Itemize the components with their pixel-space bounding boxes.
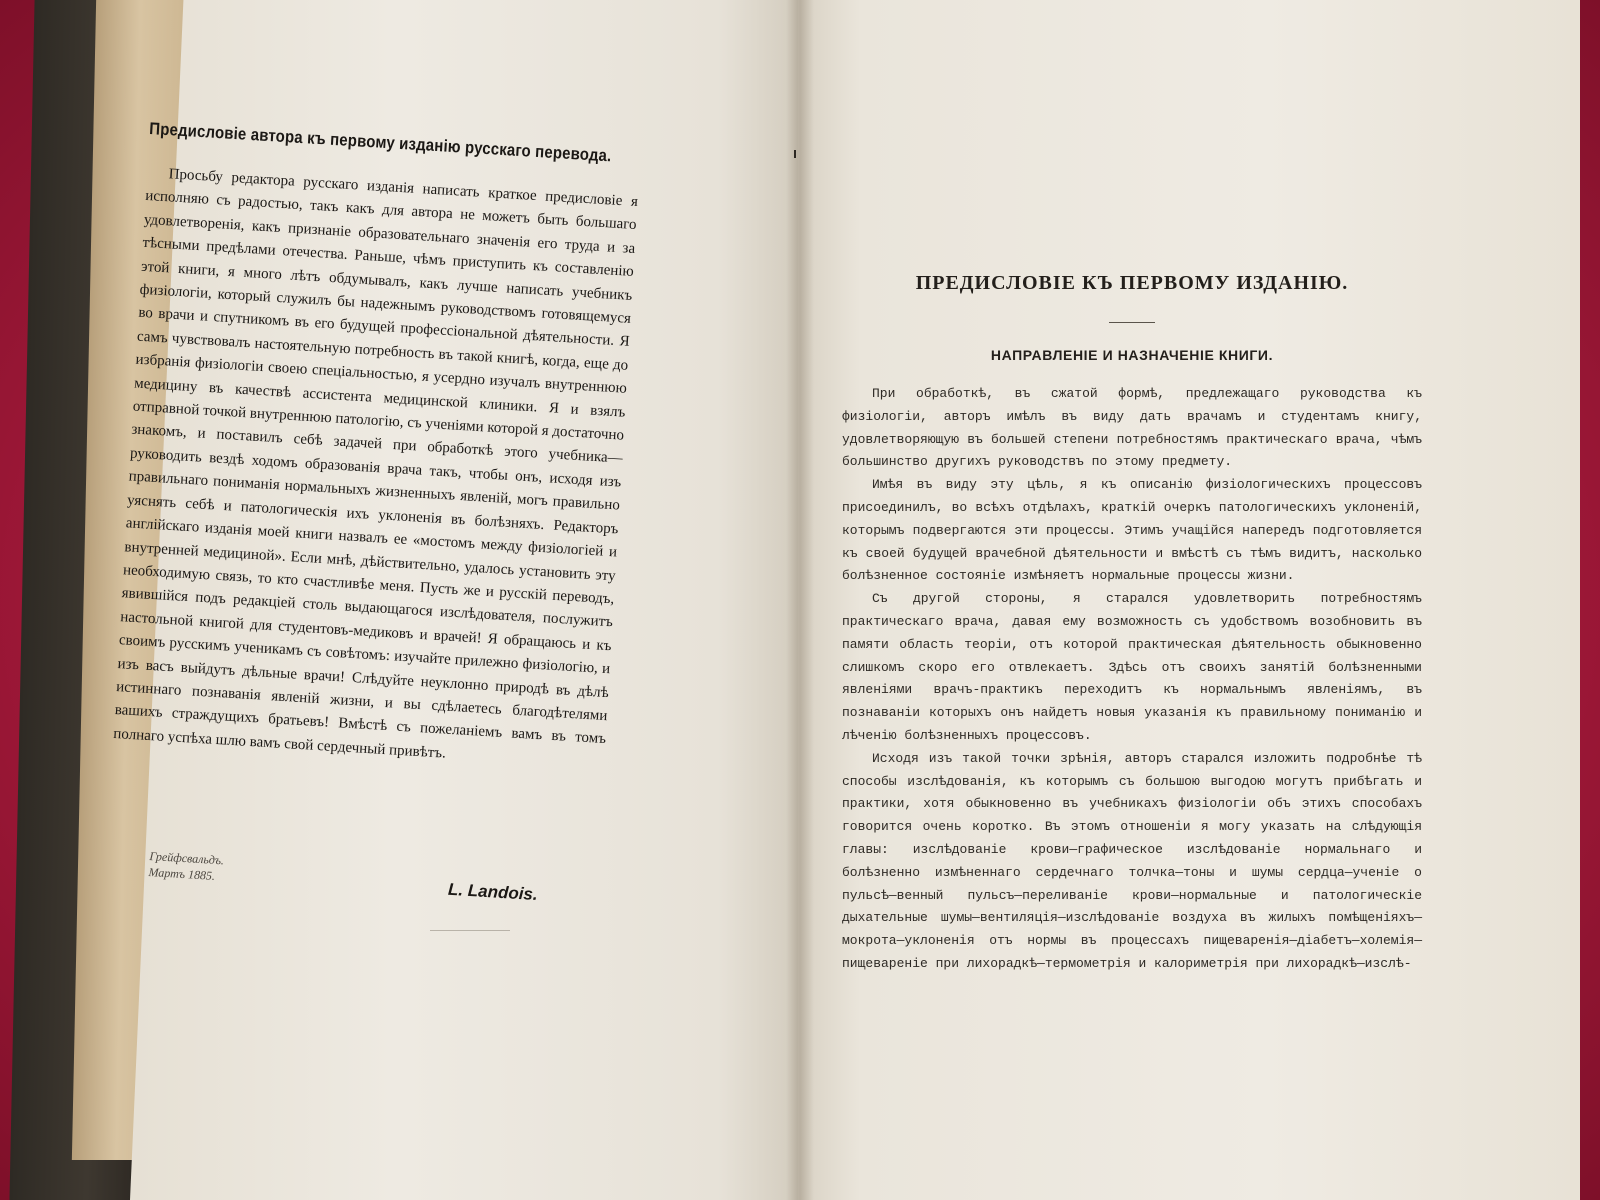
author-preface-paragraph: Просьбу редактора русскаго изданія написать краткое предисловіе я исполняю съ радостью, такъ какъ для автора не можетъ быть большаго удовлетворенія, какъ признаніе образовательнаго значенія его труда и за тѣсными предѣлами отечества. Раньше, чѣмъ приступить къ составленію этой книги, я много лѣтъ обдумывалъ, какъ лучше написать учебникъ физіологіи, который служилъ бы надежнымъ руководствомъ готовящемуся во врачи и спутникомъ въ его будущей профессіональной дѣятельности. Я самъ чувствовалъ настоятельную потребность въ такой книгѣ, когда, еще до избранія физіологіи своею спеціальностью, я усердно изучалъ внутреннюю медицину въ качествѣ ассистента медицинской клиники. Я и взялъ отправной точкой внутреннюю патологію, съ ученіями которой я достаточно знакомъ, и поставилъ себѣ задачей при обработкѣ этого учебника—руководить вездѣ ходомъ образованія врача такъ, чтобы онъ, исходя изъ правильнаго пониманія нормальныхъ жизненныхъ явленій, могъ правильно уяснять себѣ и патологическія ихъ уклоненія въ болѣзняхъ. Редакторъ англійскаго изданія моей книги назвалъ ее «мостомъ между физіологіей и внутренней медициной». Если мнѣ, дѣйствительно, удалось установить эту необходимую связь, то кто счастливѣе меня. Пусть же и русскій переводъ, явившійся подъ редакціей столь выдающагося изслѣдователя, послужитъ настольной книгой для студентовъ-медиковъ и врачей! Я обращаюсь и къ своимъ русскимъ ученикамъ съ совѣтомъ: изучайте прилежно физіологію, и изъ васъ выйдутъ дѣльные врачи! Слѣдуйте неуклонно природѣ въ дѣлѣ истиннаго познаванія явленій жизни, и вы сдѣлаетесь благодѣтелями вашихъ страждущихъ братьевъ! Вмѣстѣ съ пожеланіемъ вамъ въ томъ полнаго успѣха шлю вамъ свой сердечный привѣтъ.	[112, 166, 639, 762]
preface-paragraph: Исходя изъ такой точки зрѣнія, авторъ старался изложить подробнѣе тѣ способы изслѣдованія, къ которымъ съ большою выгодою могутъ прибѣгать и практики, хотя обыкновенно въ учебникахъ физіологіи объ этихъ способахъ говорится очень коротко. Въ этомъ отношеніи я могу указать на слѣдующія главы: изслѣдованіе крови—графическое изслѣдованіе нормальнаго и болѣзненно измѣненнаго сердечнаго толчка—тоны и шумы сердца—ученіе о пульсѣ—венный пульсъ—переливаніе крови—нормальные и патологическіе дыхательные шумы—вентиляція—изслѣдованіе воздуха въ жилыхъ помѣщеніяхъ—мокрота—уклоненія отъ нормы въ процессахъ пищеваренія—діабетъ—холемія—пищевареніе при лихорадкѣ—термометрія и калориметрія при лихорадкѣ—изслѣ-	[842, 750, 1422, 971]
book-gutter	[786, 0, 814, 1200]
title-rule	[1109, 322, 1155, 323]
preface-paragraph: Съ другой стороны, я старался удовлетворить потребностямъ практическаго врача, давая ему возможность съ удобствомъ возобновить въ памяти область теоріи, отъ которой практическая дѣятельность обыкновенно слишкомъ скоро его отвлекаетъ. Здѣсь отъ своихъ занятій болѣзненными явленіями врачъ-практикъ переходитъ къ нормальнымъ явленіямъ, въ познаваніи которыхъ онъ найдетъ новыя указанія къ правильному пониманію и лѣченію болѣзненныхъ процессовъ.	[842, 591, 1422, 743]
author-preface	[113, 118, 641, 775]
spine-mark	[794, 150, 796, 158]
first-edition-preface-title: ПРЕДИСЛОВІЕ КЪ ПЕРВОМУ ИЗДАНІЮ.	[915, 272, 1349, 294]
author-preface-heading: Предисловіе автора къ первому изданію русскаго перевода.	[148, 118, 612, 166]
preface-paragraph: При обработкѣ, въ сжатой формѣ, предлежащаго руководства къ физіологіи, авторъ имѣлъ въ виду дать врачамъ и студентамъ книгу, удовлетворяющую въ большей степени потребностямъ практическаго врача, чѣмъ большинство другихъ руководствъ по этому предмету.	[842, 386, 1422, 470]
author-signature: L. Landois.	[447, 879, 539, 905]
first-edition-preface-subtitle: НАПРАВЛЕНІЕ И НАЗНАЧЕНІЕ КНИГИ.	[990, 347, 1274, 363]
first-edition-preface	[842, 270, 1422, 976]
preface-paragraph: Имѣя въ виду эту цѣль, я къ описанію физіологическихъ процессовъ присоединилъ, во всѣхъ отдѣлахъ, краткій очеркъ патологическихъ уклоненій, которымъ подвергаются эти процессы. Этимъ учащійся напередъ подготовляется къ своей будущей врачебной дѣятельности и вмѣстѣ съ тѣмъ видитъ, насколько болѣзненное состояніе измѣняетъ нормальные процессы жизни.	[842, 477, 1422, 584]
place-date: Грейфсвальдъ. Мартъ 1885.	[148, 848, 225, 883]
page-crease	[430, 930, 510, 931]
